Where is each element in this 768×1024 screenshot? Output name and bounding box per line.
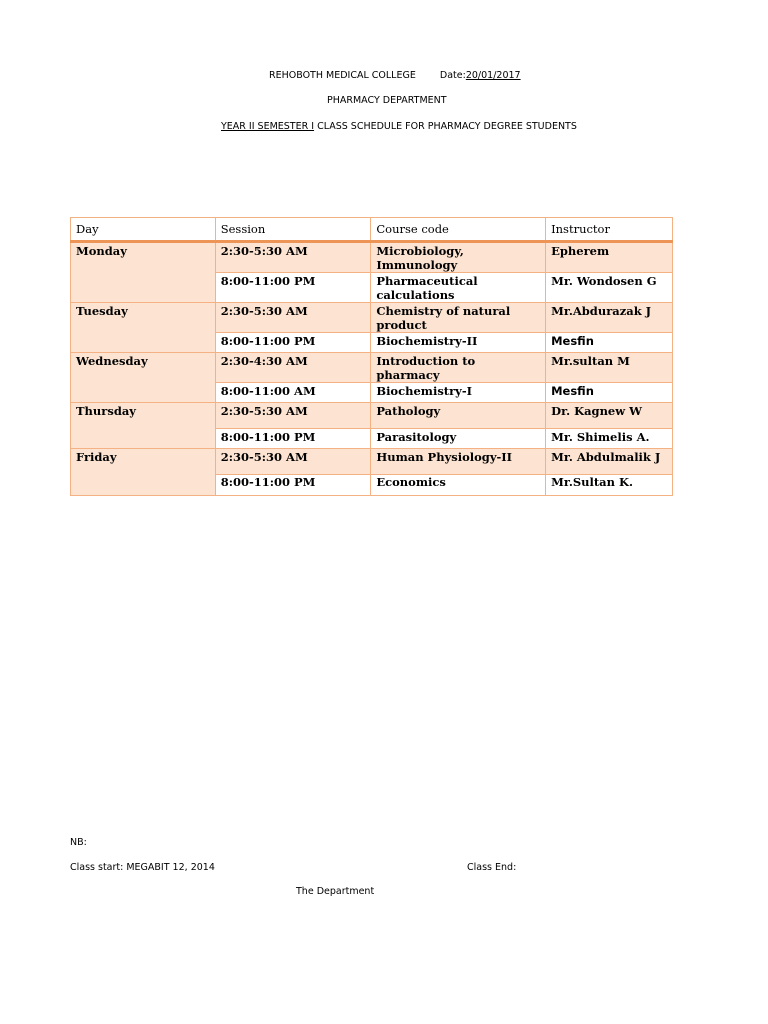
course-cell: Biochemistry-I	[371, 383, 546, 403]
table-row	[71, 242, 673, 273]
table-row	[71, 449, 673, 475]
instructor-cell: Mr. Wondosen G	[546, 273, 673, 303]
schedule-table	[70, 217, 673, 496]
course-cell: Chemistry of natural product	[371, 303, 546, 333]
instructor-cell: Mr. Shimelis A.	[546, 429, 673, 449]
session-cell: 2:30-5:30 AM	[215, 303, 371, 333]
session-cell: 8:00-11:00 PM	[215, 333, 371, 353]
session-cell: 2:30-5:30 AM	[215, 403, 371, 429]
instructor-cell: Epherem	[546, 242, 673, 273]
column-header-session: Session	[215, 218, 371, 242]
session-cell: 2:30-5:30 AM	[215, 449, 371, 475]
college-name: REHOBOTH MEDICAL COLLEGE	[269, 70, 416, 81]
course-cell: Biochemistry-II	[371, 333, 546, 353]
session-cell: 8:00-11:00 PM	[215, 429, 371, 449]
day-cell-tuesday: Tuesday	[71, 303, 216, 353]
instructor-cell: Mesfin	[546, 383, 673, 403]
schedule-title	[221, 121, 577, 132]
instructor-cell: Mr. Abdulmalik J	[546, 449, 673, 475]
date-value: 20/01/2017	[465, 70, 521, 81]
day-cell-monday: Monday	[71, 242, 216, 303]
table-row	[71, 403, 673, 429]
session-cell: 2:30-4:30 AM	[215, 353, 371, 383]
session-cell: 2:30-5:30 AM	[215, 242, 371, 273]
instructor-cell: Mr.Sultan K.	[546, 475, 673, 496]
course-cell: Economics	[371, 475, 546, 496]
column-header-course-code: Course code	[371, 218, 546, 242]
day-cell-thursday: Thursday	[71, 403, 216, 449]
day-cell-wednesday: Wednesday	[71, 353, 216, 403]
instructor-cell: Mesfin	[546, 333, 673, 353]
department-name: PHARMACY DEPARTMENT	[327, 95, 447, 106]
day-cell-friday: Friday	[71, 449, 216, 496]
column-header-instructor: Instructor	[546, 218, 673, 242]
instructor-cell: Mr.Abdurazak J	[546, 303, 673, 333]
nb-label: NB:	[70, 837, 87, 848]
course-cell: Microbiology, Immunology	[371, 242, 546, 273]
table-row	[71, 353, 673, 383]
table-row	[71, 303, 673, 333]
session-cell: 8:00-11:00 AM	[215, 383, 371, 403]
schedule-title-rest: CLASS SCHEDULE FOR PHARMACY DEGREE STUDENTS	[314, 121, 577, 132]
date-label: Date:	[439, 70, 466, 81]
course-cell: Pathology	[371, 403, 546, 429]
session-cell: 8:00-11:00 PM	[215, 273, 371, 303]
session-cell: 8:00-11:00 PM	[215, 475, 371, 496]
instructor-cell: Mr.sultan M	[546, 353, 673, 383]
course-cell: Parasitology	[371, 429, 546, 449]
class-end: Class End:	[467, 862, 517, 873]
schedule-title-year: YEAR II SEMESTER I	[221, 121, 315, 132]
header-line-1	[269, 70, 521, 81]
department-signature: The Department	[296, 886, 375, 897]
column-header-day: Day	[71, 218, 216, 242]
instructor-cell: Dr. Kagnew W	[546, 403, 673, 429]
course-cell: Pharmaceutical calculations	[371, 273, 546, 303]
table-header-row	[71, 218, 673, 242]
class-start: Class start: MEGABIT 12, 2014	[70, 862, 215, 873]
course-cell: Human Physiology-II	[371, 449, 546, 475]
course-cell: Introduction to pharmacy	[371, 353, 546, 383]
